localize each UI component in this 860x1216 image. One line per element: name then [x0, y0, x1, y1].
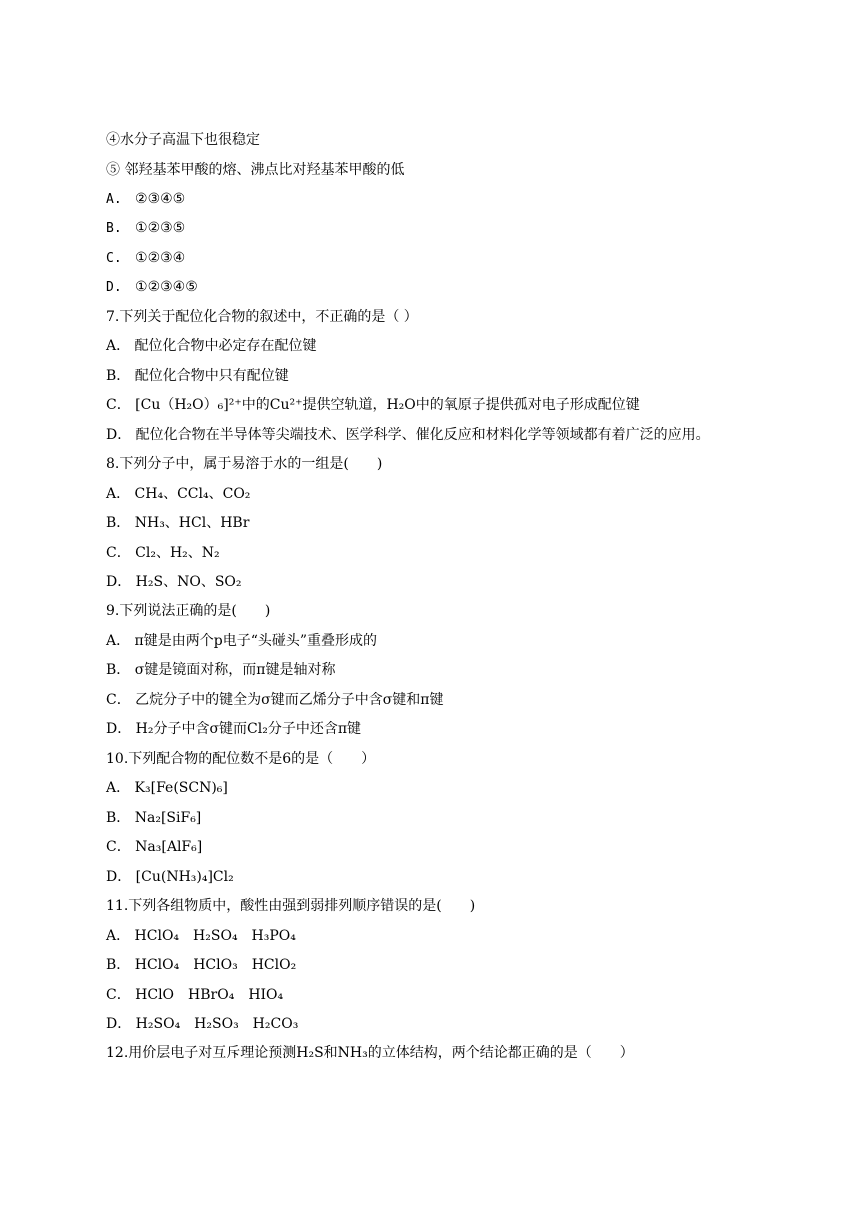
statement-4: ④水分子高温下也很稳定	[106, 132, 260, 148]
q8-option-d: D． H₂S、NO、SO₂	[106, 574, 242, 590]
q8-option-b: B． NH₃、HCl、HBr	[106, 515, 250, 531]
q11-option-c: C． HClO HBrO₄ HIO₄	[106, 987, 284, 1003]
q9-option-b: B． σ键是镜面对称，而π键是轴对称	[106, 662, 336, 678]
q10-option-c: C． Na₃[AlF₆]	[106, 839, 203, 855]
q9-option-d: D． H₂分子中含σ键而Cl₂分子中还含π键	[106, 721, 362, 737]
q7-option-b: B． 配位化合物中只有配位键	[106, 368, 289, 384]
question-12: 12.用价层电子对互斥理论预测H₂S和NH₃的立体结构，两个结论都正确的是（ ）	[106, 1045, 634, 1061]
question-8: 8.下列分子中，属于易溶于水的一组是( )	[106, 456, 383, 472]
q8-option-a: A． CH₄、CCl₄、CO₂	[106, 486, 251, 502]
q6-option-d: D. ①②③④⑤	[106, 279, 198, 295]
q11-option-d: D． H₂SO₄ H₂SO₃ H₂CO₃	[106, 1016, 299, 1032]
q9-option-c: C． 乙烷分子中的键全为σ键而乙烯分子中含σ键和π键	[106, 692, 444, 708]
question-7: 7.下列关于配位化合物的叙述中，不正确的是（ ）	[106, 309, 418, 325]
q6-option-c: C. ①②③④	[106, 250, 186, 266]
statement-5: ⑤ 邻羟基苯甲酸的熔、沸点比对羟基苯甲酸的低	[106, 162, 405, 178]
q8-option-c: C． Cl₂、H₂、N₂	[106, 545, 220, 561]
question-9: 9.下列说法正确的是( )	[106, 603, 271, 619]
q10-option-d: D． [Cu(NH₃)₄]Cl₂	[106, 869, 234, 885]
q7-option-a: A． 配位化合物中必定存在配位键	[106, 338, 317, 354]
q11-option-b: B． HClO₄ HClO₃ HClO₂	[106, 957, 297, 973]
q10-option-a: A． K₃[Fe(SCN)₆]	[106, 780, 228, 796]
question-11: 11.下列各组物质中，酸性由强到弱排列顺序错误的是( )	[106, 898, 476, 914]
q6-option-a: A. ②③④⑤	[106, 191, 186, 207]
q11-option-a: A． HClO₄ H₂SO₄ H₃PO₄	[106, 928, 296, 944]
q10-option-b: B． Na₂[SiF₆]	[106, 810, 202, 826]
q7-option-d: D． 配位化合物在半导体等尖端技术、医学科学、催化反应和材料化学等领域都有着广泛的应用。	[106, 427, 710, 443]
question-10: 10.下列配合物的配位数不是6的是（ ）	[106, 751, 376, 767]
q7-option-c: C． [Cu（H₂O）₆]²⁺中的Cu²⁺提供空轨道，H₂O中的氧原子提供孤对电子形成配位键	[106, 397, 640, 413]
q9-option-a: A． π键是由两个p电子“头碰头”重叠形成的	[106, 633, 378, 649]
q6-option-b: B. ①②③⑤	[106, 220, 186, 236]
